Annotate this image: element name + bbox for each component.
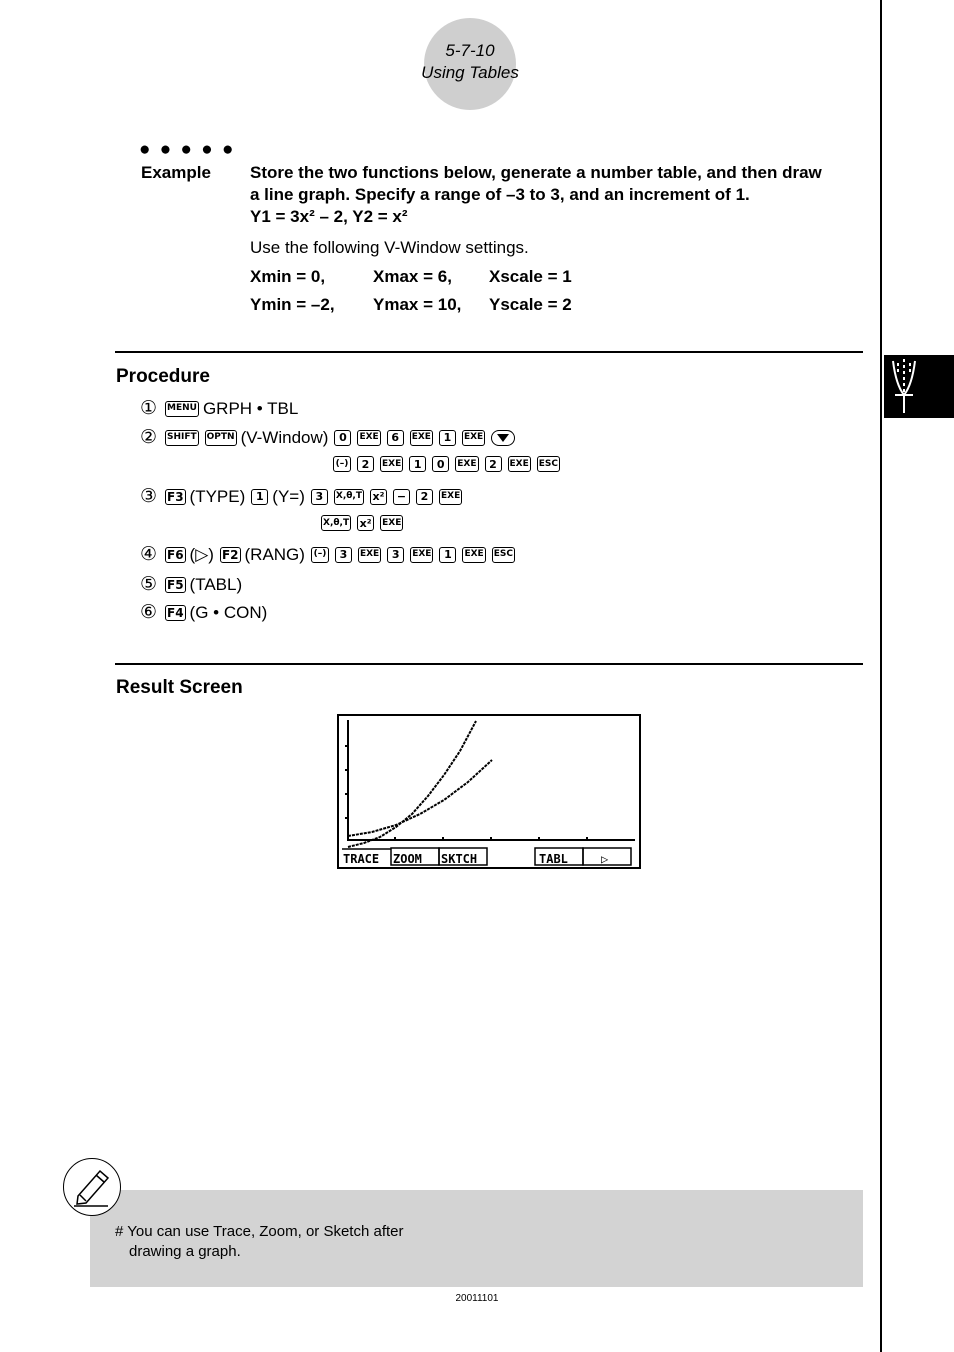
step-label: (V-Window) — [240, 427, 329, 447]
calculator-screen — [337, 714, 641, 869]
exe-key: EXE — [439, 489, 462, 505]
step-label: (TYPE) — [189, 486, 246, 506]
step-label: (G • CON) — [189, 602, 268, 622]
step-label: (TABL) — [189, 574, 243, 594]
page-code: 20011101 — [455, 1293, 499, 1304]
exe-key: EXE — [462, 547, 485, 563]
digit-2-key: 2 — [357, 456, 374, 472]
shift-key: SHIFT — [165, 430, 199, 446]
divider — [115, 351, 863, 353]
f5-key: F5 — [167, 577, 184, 592]
result-heading: Result Screen — [116, 677, 243, 698]
procedure-heading: Procedure — [116, 366, 210, 387]
esc-key: ESC — [537, 456, 560, 472]
step-number: ⑤ — [140, 574, 158, 595]
negative-key: (–) — [333, 456, 351, 472]
esc-key: ESC — [492, 547, 515, 563]
menu-zoom: ZOOM — [393, 852, 422, 866]
digit-6-key: 6 — [387, 430, 404, 446]
digit-3-key: 3 — [311, 489, 328, 505]
x-theta-t-key: X,θ,T — [321, 515, 351, 531]
step-4 — [140, 543, 518, 566]
example-line-2: a line graph. Specify a range of –3 to 3, and an increment of 1. — [250, 185, 750, 204]
f3-key: F3 — [167, 489, 184, 504]
digit-1-key: 1 — [439, 430, 456, 446]
example-line-1: Store the two functions below, generate a number table, and then draw — [250, 163, 822, 182]
f4-key: F4 — [167, 605, 184, 620]
f6-key: F6 — [167, 547, 184, 562]
x-squared-key: x² — [370, 489, 387, 505]
step-1 — [140, 397, 301, 420]
menu-sketch: SKTCH — [441, 852, 478, 866]
right-margin-rule — [880, 0, 882, 1352]
x-squared-key: x² — [357, 515, 374, 531]
exe-key: EXE — [357, 430, 380, 446]
pencil-icon — [63, 1158, 121, 1216]
digit-1-key: 1 — [409, 456, 426, 472]
step-number: ② — [140, 427, 158, 448]
cursor-down-icon — [491, 430, 515, 446]
digit-2-key: 2 — [416, 489, 433, 505]
menu-key: MENU — [165, 401, 199, 417]
menu-next: ▷ — [601, 852, 609, 866]
digit-1-key: 1 — [251, 489, 268, 505]
exe-key: EXE — [508, 456, 531, 472]
xscale-setting: Xscale = 1 — [489, 267, 572, 286]
note-line-1: # You can use Trace, Zoom, or Sketch after — [115, 1223, 404, 1240]
exe-key: EXE — [380, 515, 403, 531]
optn-key: OPTN — [205, 430, 237, 446]
digit-0-key: 0 — [334, 430, 351, 446]
ymax-setting: Ymax = 10, — [373, 295, 462, 314]
menu-tabl: TABL — [539, 852, 568, 866]
step-number: ④ — [140, 544, 158, 565]
example-functions: Y1 = 3x² – 2, Y2 = x² — [250, 207, 408, 226]
yscale-setting: Yscale = 2 — [489, 295, 572, 314]
chapter-tab — [884, 355, 954, 418]
exe-key: EXE — [380, 456, 403, 472]
step-number: ① — [140, 398, 158, 419]
page-title: Using Tables — [421, 63, 519, 82]
exe-key: EXE — [410, 430, 433, 446]
menu-trace: TRACE — [343, 852, 380, 866]
example-label: Example — [141, 163, 211, 182]
step-label: GRPH • TBL — [202, 398, 299, 418]
step-2 — [140, 426, 518, 449]
exe-key: EXE — [455, 456, 478, 472]
step-label: (RANG) — [244, 544, 305, 564]
negative-key: (–) — [311, 547, 329, 563]
digit-2-key: 2 — [485, 456, 502, 472]
exe-key: EXE — [462, 430, 485, 446]
example-dots: ● ● ● ● ● — [139, 139, 236, 160]
f2-key: F2 — [221, 547, 239, 562]
exe-key: EXE — [410, 547, 433, 563]
step-label: (▷) — [189, 544, 214, 564]
divider — [115, 663, 863, 665]
xmin-setting: Xmin = 0, — [250, 267, 326, 286]
step-5 — [140, 573, 245, 596]
settings-intro: Use the following V-Window settings. — [250, 238, 529, 257]
exe-key: EXE — [358, 547, 381, 563]
ymin-setting: Ymin = –2, — [250, 295, 335, 314]
step-2-continued — [330, 456, 563, 472]
step-number: ⑥ — [140, 602, 158, 623]
note-text — [115, 1222, 404, 1262]
step-label: (Y=) — [272, 486, 305, 506]
xmax-setting: Xmax = 6, — [373, 267, 452, 286]
digit-0-key: 0 — [432, 456, 449, 472]
digit-3-key: 3 — [335, 547, 352, 563]
step-6 — [140, 601, 270, 624]
x-theta-t-key: X,θ,T — [334, 489, 364, 505]
graph-display — [339, 716, 639, 867]
step-3 — [140, 485, 465, 508]
section-number: 5-7-10 — [445, 41, 495, 60]
graph-mode-icon — [884, 355, 954, 418]
digit-1-key: 1 — [439, 547, 456, 563]
step-number: ③ — [140, 486, 158, 507]
note-line-2: drawing a graph. — [129, 1243, 241, 1260]
digit-3-key: 3 — [387, 547, 404, 563]
minus-key: − — [393, 489, 410, 505]
step-3-continued — [318, 515, 406, 531]
